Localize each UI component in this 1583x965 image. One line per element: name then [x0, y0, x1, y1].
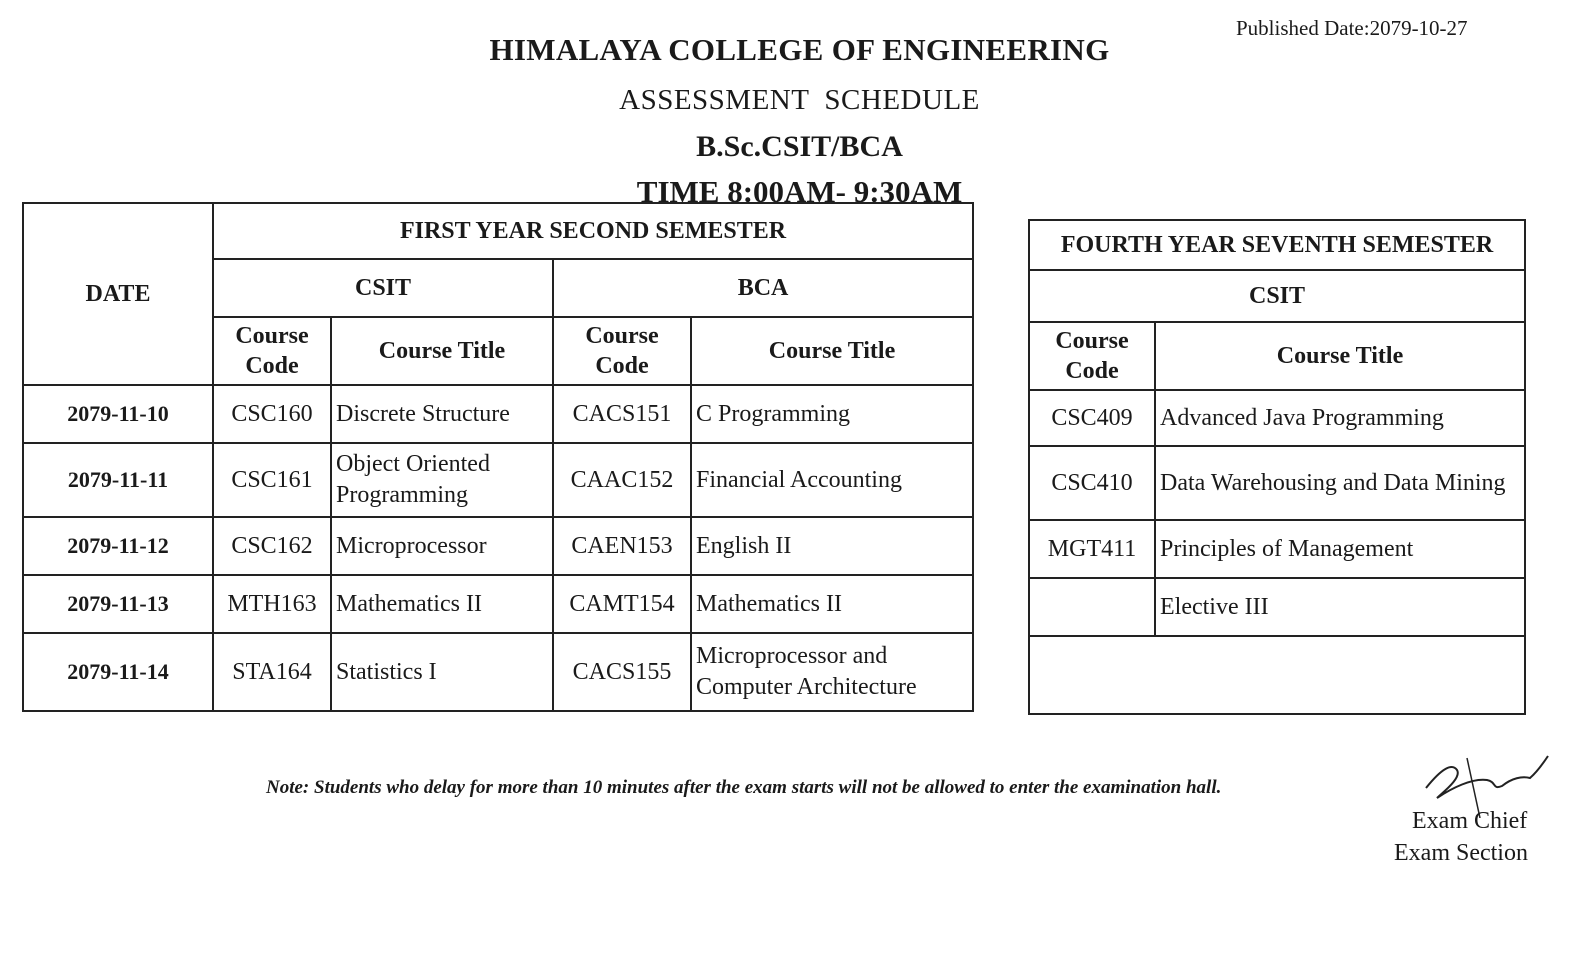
csit-header: CSIT [213, 259, 553, 317]
signatory-title: Exam Chief [1412, 808, 1528, 834]
college-name: HIMALAYA COLLEGE OF ENGINEERING [489, 32, 1110, 67]
program-title: B.Sc.CSIT/BCA [696, 130, 903, 163]
first-year-schedule-table [22, 202, 974, 712]
exam-time: TIME 8:00AM- 9:30AM [636, 174, 963, 209]
bca-course-code: CACS151 [553, 385, 691, 443]
csit-course-code: CSC161 [213, 443, 331, 517]
bca-code-header: Course Code [553, 317, 691, 385]
course-code: MGT411 [1029, 520, 1155, 578]
exam-date: 2079-11-11 [23, 443, 213, 517]
exam-date: 2079-11-10 [23, 385, 213, 443]
csit-title-header: Course Title [331, 317, 553, 385]
published-date: Published Date:2079-10-27 [1236, 16, 1468, 40]
csit-course-code: CSC160 [213, 385, 331, 443]
table-row [23, 575, 973, 633]
bca-course-code: CAMT154 [553, 575, 691, 633]
exam-date: 2079-11-13 [23, 575, 213, 633]
csit-course-code: STA164 [213, 633, 331, 711]
schedule-title: ASSESSMENT SCHEDULE [619, 84, 980, 116]
bca-header: BCA [553, 259, 973, 317]
bca-course-title: Financial Accounting [691, 443, 973, 517]
fourth-year-semester-header: FOURTH YEAR SEVENTH SEMESTER [1029, 220, 1525, 270]
course-title: Elective III [1155, 578, 1525, 636]
table-row [1029, 520, 1525, 578]
exam-note: Note: Students who delay for more than 10 minutes after the exam starts will not be allowed to enter the examination hall. [266, 777, 1222, 798]
empty-cell [1029, 636, 1525, 714]
csit-course-title: Mathematics II [331, 575, 553, 633]
first-year-semester-header: FIRST YEAR SECOND SEMESTER [213, 203, 973, 259]
bca-course-title: Mathematics II [691, 575, 973, 633]
csit-course-title: Discrete Structure [331, 385, 553, 443]
bca-course-title: C Programming [691, 385, 973, 443]
csit-course-title: Microprocessor [331, 517, 553, 575]
table-row [1029, 578, 1525, 636]
bca-course-title: English II [691, 517, 973, 575]
bca-course-code: CACS155 [553, 633, 691, 711]
date-header: DATE [23, 203, 213, 385]
course-title: Data Warehousing and Data Mining [1155, 446, 1525, 520]
csit-course-code: CSC162 [213, 517, 331, 575]
csit-course-title: Statistics I [331, 633, 553, 711]
table-row [1029, 390, 1525, 446]
bca-course-code: CAEN153 [553, 517, 691, 575]
course-title: Principles of Management [1155, 520, 1525, 578]
exam-date: 2079-11-14 [23, 633, 213, 711]
right-code-header: Course Code [1029, 322, 1155, 390]
table-row [23, 633, 973, 711]
csit-course-title: Object Oriented Programming [331, 443, 553, 517]
table-row [23, 443, 973, 517]
table-row [23, 517, 973, 575]
course-code: CSC409 [1029, 390, 1155, 446]
table-row [1029, 636, 1525, 714]
course-code: CSC410 [1029, 446, 1155, 520]
course-title: Advanced Java Programming [1155, 390, 1525, 446]
bca-course-code: CAAC152 [553, 443, 691, 517]
bca-title-header: Course Title [691, 317, 973, 385]
csit-course-code: MTH163 [213, 575, 331, 633]
fourth-year-schedule-table [1028, 219, 1526, 715]
right-csit-header: CSIT [1029, 270, 1525, 322]
exam-date: 2079-11-12 [23, 517, 213, 575]
table-row [23, 385, 973, 443]
signatory-section: Exam Section [1394, 840, 1528, 866]
bca-course-title: Microprocessor and Computer Architecture [691, 633, 973, 711]
table-row [1029, 446, 1525, 520]
csit-code-header: Course Code [213, 317, 331, 385]
right-title-header: Course Title [1155, 322, 1525, 390]
course-code [1029, 578, 1155, 636]
